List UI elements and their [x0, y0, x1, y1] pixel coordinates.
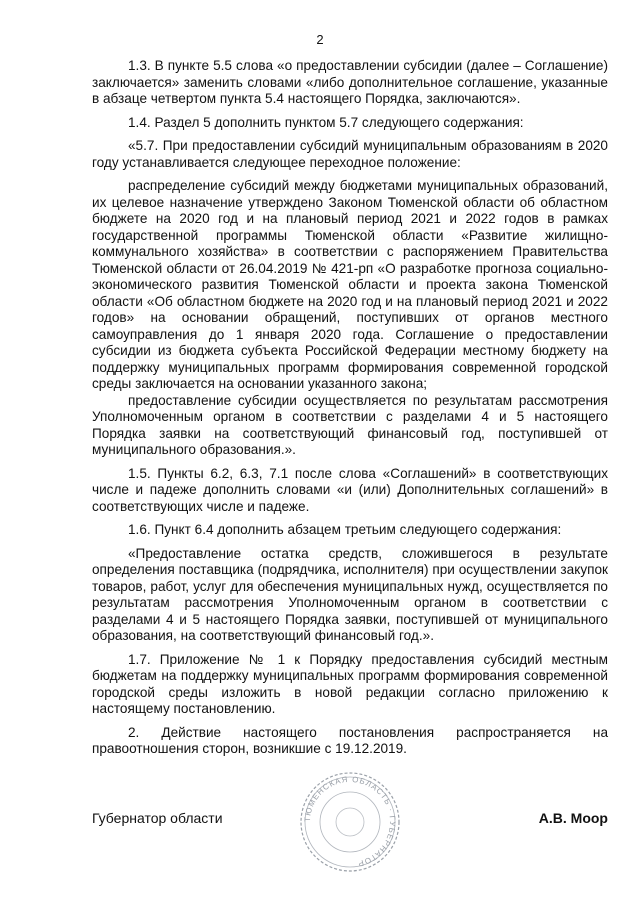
paragraph-distribution: распределение субсидий между бюджетами муниципальных образований, их целевое назначение утверждено Законом Тюменской области об областном бюджете на 2020 год и на плановый период 2021 и 2022 годов в рамках государственной программы Тюменской области «Развитие жилищно-коммунального хозяйства» в соответствии с распоряжением Правительства Тюменской области от 26.04.2019 № 421-рп «О разработке прогноза социально-экономического развития Тюменской области и проекта закона Тюменской области «Об областном бюджете на 2020 год и на плановый период 2021 и 2022 годов» на основании обращений, поступивших от органов местного самоуправления до 1 января 2020 года. Соглашение о предоставлении субсидии из бюджета субъекта Российской Федерации местному бюджету на поддержку муниципальных программ формирования современной городской среды заключается на основании указанного закона; [92, 178, 608, 391]
page-number: 2 [316, 32, 324, 47]
official-seal [298, 770, 402, 874]
svg-text:ТЮМЕНСКАЯ ОБЛАСТЬ · ГУБЕРНАТОР [303, 775, 397, 868]
paragraph-provision: предоставление субсидии осуществляется по результатам рассмотрения Уполномоченным органом в соответствии с разделами 4 и 5 настоящего Порядка заявки на соответствующий финансовый год, поступившей от муниципального образования.». [92, 392, 608, 457]
paragraph-1-3: 1.3. В пункте 5.5 слова «о предоставлении субсидии (далее – Соглашение) заключается» заменить словами «либо дополнительное соглашение, указанные в абзаце четвертом пункта 5.4 настоящего Порядка, заключаются». [92, 58, 608, 106]
seal-text: ТЮМЕНСКАЯ ОБЛАСТЬ · ГУБЕРНАТОР [302, 774, 398, 869]
paragraph-1-7: 1.7. Приложение № 1 к Порядку предоставления субсидий местным бюджетам на поддержку муниципальных программ формирования современной городской среды изложить в новой редакции согласно приложению к настоящему постановлению. [92, 651, 608, 716]
paragraph-1-4: 1.4. Раздел 5 дополнить пунктом 5.7 следующего содержания: [128, 114, 524, 130]
signature-title: Губернатор области [92, 810, 223, 826]
paragraph-2: 2. Действие настоящего постановления распространяется на правоотношения сторон, возникшие с 19.12.2019. [92, 724, 608, 756]
document-body [92, 58, 608, 765]
paragraph-remaining-funds: «Предоставление остатка средств, сложившегося в результате определения поставщика (подрядчика, исполнителя) при осуществлении закупок товаров, работ, услуг для обеспечения муниципальных нужд, осуществляется по результатам рассмотрения Уполномоченным органом в соответствии с разделами 4 и 5 настоящего Порядка заявки, поступившей от муниципального образования, на соответствующий финансовый год.». [92, 545, 608, 643]
paragraph-5-7-intro: «5.7. При предоставлении субсидий муниципальным образованиям в 2020 году устанавливается следующее переходное положение: [92, 138, 608, 170]
paragraph-1-6: 1.6. Пункт 6.4 дополнить абзацем третьим следующего содержания: [128, 522, 562, 537]
signature-name: А.В. Моор [538, 810, 608, 826]
paragraph-1-5: 1.5. Пункты 6.2, 6.3, 7.1 после слова «Соглашений» в соответствующих числе и падеже дополнить словами «и (или) Дополнительных соглашений» в соответствующих числе и падеже. [92, 465, 608, 514]
